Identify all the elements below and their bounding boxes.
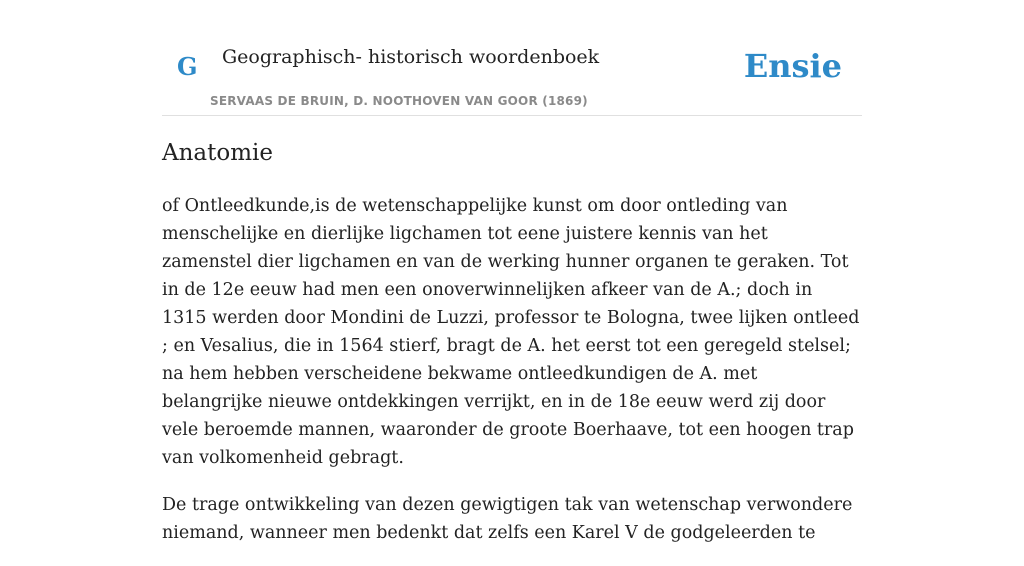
brand-logo[interactable]: Ensie	[743, 47, 842, 85]
entry-paragraph: De trage ontwikkeling van dezen gewigtigen tak van wetenschap verwondere niemand, wanneer men bedenkt dat zelfs een Karel V de godgeleerden te	[162, 495, 853, 543]
entry-title: Anatomie	[162, 140, 274, 166]
book-letter-icon[interactable]: G	[177, 52, 198, 81]
entry-body	[162, 192, 862, 566]
entry-paragraph: of Ontleedkunde,is de wetenschappelijke kunst om door ontleding van menschelijke en dierlijke ligchamen tot eene juistere kennis van het zamenstel dier ligchamen en van de werking hunner organen te geraken. Tot in de 12e eeuw had men een onoverwinnelijken afkeer van de A.; doch in 1315 werden door Mondini de Luzzi, professor te Bologna, twee lijken ontleed ; en Vesalius, die in 1564 stierf, bragt de A. het eerst tot een geregeld stelsel; na hem hebben verscheidene bekwame ontleedkundigen de A. met belangrijke nieuwe ontdekkingen verrijkt, en in de 18e eeuw werd zij door vele beroemde mannen, waaronder de groote Boerhaave, tot een hoogen trap van volkomenheid gebragt.	[162, 196, 860, 468]
book-header	[162, 0, 862, 116]
book-authors: SERVAAS DE BRUIN, D. NOOTHOVEN VAN GOOR (1869)	[210, 94, 588, 108]
book-title-link[interactable]: Geographisch- historisch woordenboek	[222, 46, 600, 68]
